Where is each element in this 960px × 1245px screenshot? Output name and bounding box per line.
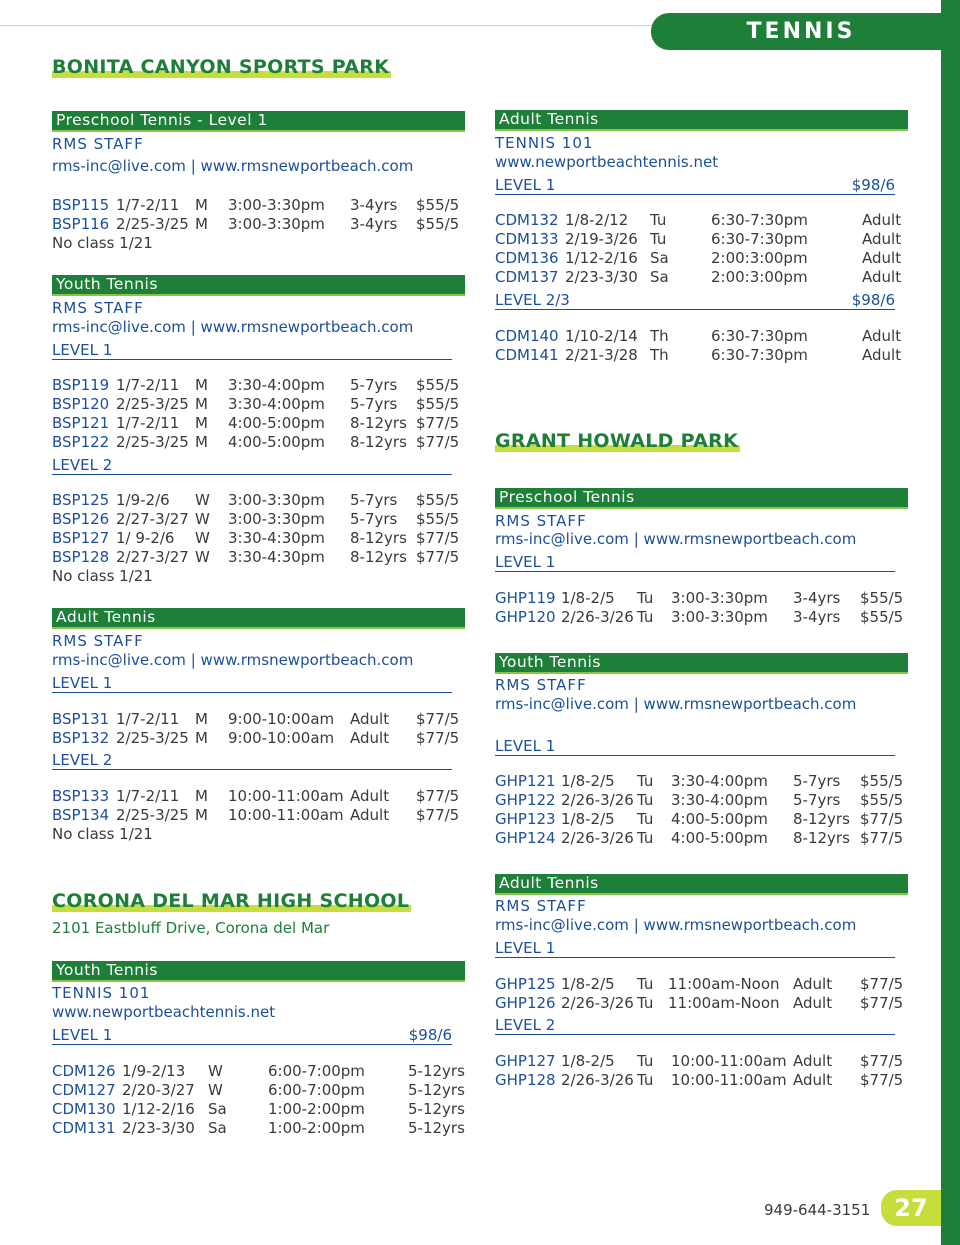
class-time: 1:00-2:00pm (268, 1100, 365, 1118)
email-link[interactable]: rms-inc@live.com (495, 530, 629, 548)
class-time: 6:30-7:30pm (711, 230, 808, 248)
class-price: $55/5 (860, 772, 904, 790)
class-code: BSP127 (52, 529, 110, 547)
class-code: BSP121 (52, 414, 110, 432)
class-day: Sa (208, 1100, 227, 1118)
class-price: $55/5 (416, 196, 460, 214)
class-dates: 1/12-2/16 (122, 1100, 195, 1118)
class-code: CDM136 (495, 249, 559, 267)
class-time: 3:00-3:30pm (671, 608, 768, 626)
class-code: BSP125 (52, 491, 110, 509)
class-price: $55/5 (416, 491, 460, 509)
class-age: Adult (350, 729, 390, 747)
class-code: BSP119 (52, 376, 110, 394)
class-dates: 2/26-3/26 (561, 829, 634, 847)
class-price: $55/5 (416, 510, 460, 528)
class-price: $77/5 (860, 994, 904, 1012)
contact-line (495, 530, 856, 549)
class-day: W (208, 1081, 223, 1099)
level-heading: LEVEL 1 (495, 939, 895, 958)
class-time: 10:00-11:00am (671, 1071, 787, 1089)
class-day: W (195, 529, 210, 547)
class-age: Adult (793, 994, 833, 1012)
level-label: LEVEL 1 (52, 1026, 113, 1044)
class-day: M (195, 710, 208, 728)
section-bar-adult-tennis: Adult Tennis (495, 110, 908, 131)
class-day: M (195, 215, 208, 233)
class-day: Tu (650, 211, 667, 229)
email-link[interactable]: rms-inc@live.com (495, 916, 629, 934)
class-time: 11:00am-Noon (668, 975, 780, 993)
class-day: Tu (637, 608, 654, 626)
level-heading: LEVEL 1 (495, 737, 895, 756)
class-time: 3:00-3:30pm (228, 215, 325, 233)
class-time: 3:30-4:00pm (228, 395, 325, 413)
class-code: CDM137 (495, 268, 559, 286)
class-day: Tu (637, 772, 654, 790)
class-day: Tu (637, 810, 654, 828)
staff-label: RMS STAFF (495, 512, 587, 530)
class-dates: 1/8-2/5 (561, 975, 615, 993)
class-dates: 1/8-2/5 (561, 589, 615, 607)
class-dates: 1/7-2/11 (116, 414, 180, 432)
class-time: 1:00-2:00pm (268, 1119, 365, 1137)
class-price: $77/5 (416, 729, 460, 747)
section-tab: TENNIS (651, 13, 941, 50)
email-link[interactable]: rms-inc@live.com (52, 157, 186, 175)
class-day: M (195, 395, 208, 413)
table-row (495, 346, 905, 365)
class-time: 6:00-7:00pm (268, 1062, 365, 1080)
class-day: M (195, 787, 208, 805)
website-link[interactable]: www.newportbeachtennis.net (52, 1003, 276, 1021)
table-row (52, 548, 462, 567)
class-dates: 2/25-3/25 (116, 729, 189, 747)
class-time: 4:00-5:00pm (228, 414, 325, 432)
class-day: Tu (637, 994, 654, 1012)
level-label: LEVEL 1 (495, 176, 556, 194)
table-row (52, 376, 462, 395)
class-dates: 2/26-3/26 (561, 1071, 634, 1089)
class-code: CDM140 (495, 327, 559, 345)
class-dates: 2/27-3/27 (116, 510, 189, 528)
class-time: 10:00-11:00am (671, 1052, 787, 1070)
class-age: Adult (862, 346, 902, 364)
table-row (495, 994, 905, 1013)
class-dates: 2/25-3/25 (116, 215, 189, 233)
section-bar-adult-tennis: Adult Tennis (52, 608, 465, 629)
class-day: W (195, 548, 210, 566)
class-age: Adult (862, 327, 902, 345)
class-dates: 2/27-3/27 (116, 548, 189, 566)
class-note: No class 1/21 (52, 567, 153, 585)
class-time: 3:30-4:00pm (671, 791, 768, 809)
provider-label: TENNIS 101 (52, 984, 151, 1002)
class-time: 6:30-7:30pm (711, 327, 808, 345)
separator: | (190, 318, 196, 336)
table-row (495, 810, 905, 829)
separator: | (190, 157, 196, 175)
class-price: $55/5 (416, 395, 460, 413)
class-age: 5-12yrs (408, 1062, 465, 1080)
class-age: 8-12yrs (350, 433, 407, 451)
contact-line (495, 695, 856, 714)
class-day: Tu (637, 791, 654, 809)
class-day: Tu (650, 230, 667, 248)
class-dates: 1/8-2/5 (561, 772, 615, 790)
level-heading: LEVEL 1 (495, 553, 895, 572)
class-dates: 2/20-3/27 (122, 1081, 195, 1099)
class-age: 3-4yrs (350, 196, 398, 214)
class-age: 5-7yrs (350, 395, 398, 413)
class-price: $77/5 (860, 975, 904, 993)
class-dates: 1/7-2/11 (116, 376, 180, 394)
class-time: 10:00-11:00am (228, 787, 344, 805)
table-row (52, 215, 462, 234)
class-price: $55/5 (860, 608, 904, 626)
section-bar-adult-tennis: Adult Tennis (495, 874, 908, 895)
class-age: Adult (862, 230, 902, 248)
table-row (52, 1100, 465, 1119)
class-code: CDM132 (495, 211, 559, 229)
separator: | (633, 916, 639, 934)
level-price: $98/6 (408, 1026, 452, 1044)
class-time: 4:00-5:00pm (228, 433, 325, 451)
class-price: $77/5 (416, 433, 460, 451)
class-age: Adult (350, 806, 390, 824)
class-dates: 2/25-3/25 (116, 433, 189, 451)
class-time: 3:00-3:30pm (228, 491, 325, 509)
class-age: 8-12yrs (350, 414, 407, 432)
class-age: 3-4yrs (793, 589, 841, 607)
class-time: 2:00:3:00pm (711, 268, 808, 286)
class-time: 3:30-4:00pm (228, 376, 325, 394)
table-row (52, 1062, 465, 1081)
class-day: M (195, 433, 208, 451)
footer-phone: 949-644-3151 (764, 1201, 871, 1219)
class-age: 8-12yrs (350, 548, 407, 566)
class-day: M (195, 376, 208, 394)
table-row (495, 975, 905, 994)
class-note: No class 1/21 (52, 234, 153, 252)
class-price: $55/5 (416, 376, 460, 394)
table-row (52, 787, 462, 806)
class-day: M (195, 196, 208, 214)
class-day: M (195, 729, 208, 747)
table-row (52, 806, 462, 825)
level-label: LEVEL 2/3 (495, 291, 570, 309)
table-row (52, 729, 462, 748)
class-age: 5-7yrs (350, 510, 398, 528)
table-row (495, 772, 905, 791)
class-dates: 1/8-2/5 (561, 1052, 615, 1070)
table-row (52, 433, 462, 452)
class-code: GHP119 (495, 589, 556, 607)
class-price: $77/5 (416, 548, 460, 566)
class-day: Sa (208, 1119, 227, 1137)
table-row (495, 791, 905, 810)
section-bar-youth-tennis: Youth Tennis (52, 961, 465, 982)
table-row (495, 327, 905, 346)
class-time: 10:00-11:00am (228, 806, 344, 824)
table-row (495, 249, 905, 268)
table-row (52, 710, 462, 729)
class-age: 8-12yrs (793, 810, 850, 828)
table-row (495, 230, 905, 249)
class-dates: 1/9-2/6 (116, 491, 170, 509)
email-link[interactable]: rms-inc@live.com (495, 695, 629, 713)
table-row (52, 414, 462, 433)
section-bar-preschool-tennis: Preschool Tennis (495, 488, 908, 509)
class-dates: 1/7-2/11 (116, 787, 180, 805)
class-price: $55/5 (860, 791, 904, 809)
class-code: BSP134 (52, 806, 110, 824)
park-title-grant-howald: GRANT HOWALD PARK (495, 430, 739, 452)
level-price: $98/6 (851, 176, 895, 194)
class-time: 2:00:3:00pm (711, 249, 808, 267)
table-row (52, 491, 462, 510)
class-code: CDM133 (495, 230, 559, 248)
class-age: 5-12yrs (408, 1100, 465, 1118)
class-dates: 1/ 9-2/6 (116, 529, 175, 547)
class-time: 3:00-3:30pm (228, 510, 325, 528)
class-price: $77/5 (860, 1052, 904, 1070)
class-code: CDM130 (52, 1100, 116, 1118)
contact-line (52, 157, 413, 176)
level-heading (495, 176, 895, 195)
class-time: 3:30-4:00pm (671, 772, 768, 790)
class-day: W (195, 491, 210, 509)
class-dates: 1/12-2/16 (565, 249, 638, 267)
email-link[interactable]: rms-inc@live.com (52, 651, 186, 669)
table-row (495, 268, 905, 287)
class-time: 9:00-10:00am (228, 729, 335, 747)
class-code: GHP126 (495, 994, 556, 1012)
class-code: BSP128 (52, 548, 110, 566)
class-dates: 2/21-3/28 (565, 346, 638, 364)
level-heading (495, 291, 895, 310)
class-age: Adult (793, 975, 833, 993)
table-row (52, 1119, 465, 1138)
class-code: GHP127 (495, 1052, 556, 1070)
class-dates: 1/8-2/5 (561, 810, 615, 828)
website-link[interactable]: www.rmsnewportbeach.com (200, 157, 414, 175)
separator: | (633, 695, 639, 713)
class-day: Tu (637, 975, 654, 993)
class-age: 5-7yrs (793, 772, 841, 790)
class-price: $77/5 (416, 529, 460, 547)
class-day: M (195, 806, 208, 824)
class-dates: 1/7-2/11 (116, 710, 180, 728)
class-age: 5-7yrs (350, 376, 398, 394)
class-dates: 2/26-3/26 (561, 791, 634, 809)
contact-line (52, 318, 413, 337)
class-code: GHP120 (495, 608, 556, 626)
class-code: CDM131 (52, 1119, 116, 1137)
class-age: Adult (793, 1071, 833, 1089)
class-age: 5-7yrs (350, 491, 398, 509)
class-age: Adult (350, 787, 390, 805)
class-day: W (195, 510, 210, 528)
class-age: 3-4yrs (350, 215, 398, 233)
staff-label: RMS STAFF (52, 135, 144, 153)
class-dates: 2/19-3/26 (565, 230, 638, 248)
level-heading: LEVEL 1 (52, 341, 452, 360)
class-code: BSP116 (52, 215, 110, 233)
class-code: GHP124 (495, 829, 556, 847)
table-row (495, 1052, 905, 1071)
class-day: Tu (637, 829, 654, 847)
staff-label: RMS STAFF (495, 676, 587, 694)
class-price: $77/5 (860, 810, 904, 828)
level-heading: LEVEL 1 (52, 674, 452, 693)
class-dates: 1/8-2/12 (565, 211, 629, 229)
class-time: 3:00-3:30pm (228, 196, 325, 214)
table-row (52, 196, 462, 215)
table-row (52, 1081, 465, 1100)
class-age: 8-12yrs (350, 529, 407, 547)
class-age: 3-4yrs (793, 608, 841, 626)
class-day: Th (650, 327, 669, 345)
class-time: 3:00-3:30pm (671, 589, 768, 607)
class-age: Adult (862, 268, 902, 286)
class-price: $77/5 (860, 829, 904, 847)
separator: | (190, 651, 196, 669)
class-price: $77/5 (416, 787, 460, 805)
level-heading: LEVEL 2 (52, 751, 452, 770)
class-time: 4:00-5:00pm (671, 829, 768, 847)
class-dates: 1/9-2/13 (122, 1062, 186, 1080)
class-age: Adult (862, 249, 902, 267)
page-number: 27 (881, 1190, 941, 1226)
park-title-bonita: BONITA CANYON SPORTS PARK (52, 56, 390, 78)
email-link[interactable]: rms-inc@live.com (52, 318, 186, 336)
class-age: 8-12yrs (793, 829, 850, 847)
class-code: BSP126 (52, 510, 110, 528)
class-code: BSP132 (52, 729, 110, 747)
class-time: 6:30-7:30pm (711, 346, 808, 364)
class-code: BSP120 (52, 395, 110, 413)
class-time: 3:30-4:30pm (228, 529, 325, 547)
contact-line (52, 651, 413, 670)
class-dates: 2/25-3/25 (116, 395, 189, 413)
class-code: BSP133 (52, 787, 110, 805)
class-price: $77/5 (860, 1071, 904, 1089)
class-dates: 1/7-2/11 (116, 196, 180, 214)
class-price: $77/5 (416, 414, 460, 432)
class-code: GHP122 (495, 791, 556, 809)
section-bar-preschool-tennis: Preschool Tennis - Level 1 (52, 111, 465, 132)
staff-label: RMS STAFF (52, 632, 144, 650)
class-dates: 2/26-3/26 (561, 608, 634, 626)
class-time: 11:00am-Noon (668, 994, 780, 1012)
class-day: Tu (637, 1052, 654, 1070)
class-dates: 1/10-2/14 (565, 327, 638, 345)
class-code: BSP115 (52, 196, 110, 214)
class-dates: 2/26-3/26 (561, 994, 634, 1012)
level-heading: LEVEL 2 (52, 456, 452, 475)
class-price: $77/5 (416, 806, 460, 824)
class-code: CDM127 (52, 1081, 116, 1099)
class-code: GHP123 (495, 810, 556, 828)
section-bar-youth-tennis: Youth Tennis (495, 653, 908, 674)
table-row (495, 608, 905, 627)
level-price: $98/6 (851, 291, 895, 309)
level-heading (52, 1026, 452, 1045)
class-code: BSP131 (52, 710, 110, 728)
table-row (52, 529, 462, 548)
class-code: GHP121 (495, 772, 556, 790)
class-day: Sa (650, 268, 669, 286)
class-day: W (208, 1062, 223, 1080)
park-address: 2101 Eastbluff Drive, Corona del Mar (52, 919, 330, 937)
table-row (495, 829, 905, 848)
level-heading: LEVEL 2 (495, 1016, 895, 1035)
class-day: Sa (650, 249, 669, 267)
class-code: CDM126 (52, 1062, 116, 1080)
class-age: Adult (862, 211, 902, 229)
staff-label: RMS STAFF (52, 299, 144, 317)
park-title-corona: CORONA DEL MAR HIGH SCHOOL (52, 890, 410, 912)
staff-label: RMS STAFF (495, 897, 587, 915)
table-row (495, 589, 905, 608)
right-edge-bar (941, 0, 960, 1245)
class-day: Th (650, 346, 669, 364)
class-code: GHP125 (495, 975, 556, 993)
class-code: GHP128 (495, 1071, 556, 1089)
class-dates: 2/25-3/25 (116, 806, 189, 824)
separator: | (633, 530, 639, 548)
class-price: $77/5 (416, 710, 460, 728)
class-time: 3:30-4:30pm (228, 548, 325, 566)
class-time: 9:00-10:00am (228, 710, 335, 728)
class-dates: 2/23-3/30 (122, 1119, 195, 1137)
section-bar-youth-tennis: Youth Tennis (52, 275, 465, 296)
class-code: BSP122 (52, 433, 110, 451)
table-row (52, 395, 462, 414)
class-note: No class 1/21 (52, 825, 153, 843)
website-link[interactable]: www.newportbeachtennis.net (495, 153, 719, 171)
class-day: Tu (637, 589, 654, 607)
class-age: Adult (793, 1052, 833, 1070)
class-price: $55/5 (416, 215, 460, 233)
class-age: 5-12yrs (408, 1119, 465, 1137)
website-link[interactable]: www.rmsnewportbeach.com (643, 916, 857, 934)
top-divider (0, 25, 652, 26)
class-day: Tu (637, 1071, 654, 1089)
class-price: $55/5 (860, 589, 904, 607)
table-row (495, 1071, 905, 1090)
website-link[interactable]: www.rmsnewportbeach.com (643, 695, 857, 713)
class-code: CDM141 (495, 346, 559, 364)
provider-label: TENNIS 101 (495, 134, 594, 152)
class-time: 4:00-5:00pm (671, 810, 768, 828)
class-time: 6:30-7:30pm (711, 211, 808, 229)
table-row (52, 510, 462, 529)
class-day: M (195, 414, 208, 432)
class-age: 5-7yrs (793, 791, 841, 809)
class-time: 6:00-7:00pm (268, 1081, 365, 1099)
class-dates: 2/23-3/30 (565, 268, 638, 286)
class-age: Adult (350, 710, 390, 728)
table-row (495, 211, 905, 230)
website-link[interactable]: www.rmsnewportbeach.com (200, 318, 414, 336)
website-link[interactable]: www.rmsnewportbeach.com (643, 530, 857, 548)
class-age: 5-12yrs (408, 1081, 465, 1099)
website-link[interactable]: www.rmsnewportbeach.com (200, 651, 414, 669)
contact-line (495, 916, 856, 935)
